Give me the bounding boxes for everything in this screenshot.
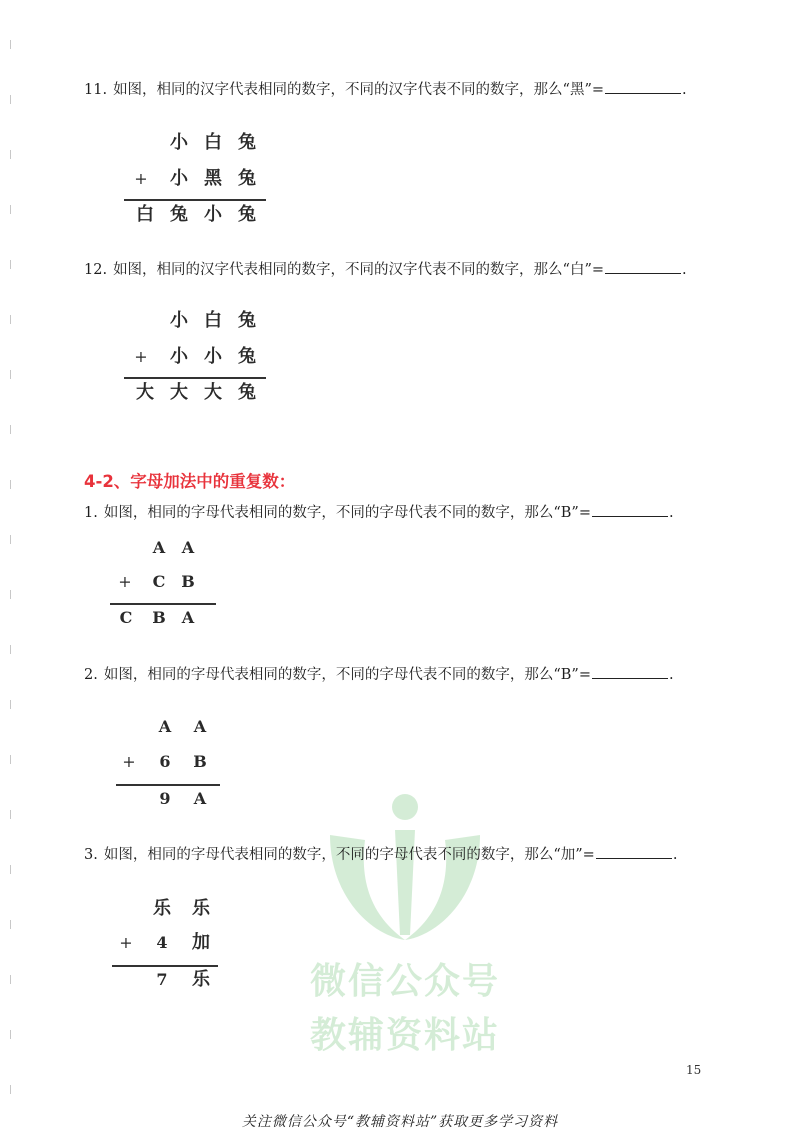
- watermark-line-1: 微信公众号: [309, 961, 500, 1002]
- row1-digit: 乐: [153, 898, 171, 919]
- sum-digit: 小: [204, 204, 222, 225]
- sum-digit: C: [119, 608, 133, 627]
- question-number: 11.: [84, 82, 108, 98]
- row2-digit: 兔: [238, 168, 256, 189]
- row2-digit: 6: [159, 752, 171, 771]
- sum-line: [124, 199, 266, 201]
- row1-digit: 兔: [238, 132, 256, 153]
- row1-digit: A: [193, 717, 207, 736]
- row1-digit: A: [158, 717, 172, 736]
- row1-digit: A: [152, 538, 166, 557]
- section-title: 4-2、字母加法中的重复数：: [84, 472, 296, 491]
- answer-blank[interactable]: [592, 503, 668, 517]
- sum-digit: 乐: [192, 969, 210, 990]
- sum-line: [112, 965, 218, 967]
- question-text: 如图，相同的字母代表相同的数字，不同的字母代表不同的数字，那么“加”=: [103, 847, 595, 863]
- question-end: .: [668, 505, 674, 521]
- row2-digit: B: [181, 572, 195, 591]
- sum-digit: B: [152, 608, 166, 627]
- row1-digit: A: [181, 538, 195, 557]
- plus-sign: +: [134, 169, 148, 188]
- question-end: .: [668, 667, 674, 683]
- answer-blank[interactable]: [596, 845, 672, 859]
- sum-digit: 9: [159, 789, 171, 808]
- sum-digit: A: [193, 789, 207, 808]
- question-text: 如图，相同的字母代表相同的数字，不同的字母代表不同的数字，那么“B”=: [103, 505, 591, 521]
- row2-digit: 加: [192, 932, 210, 953]
- question-12: [84, 260, 687, 280]
- row1-digit: 小: [170, 310, 188, 331]
- plus-sign: +: [118, 572, 132, 591]
- row2-digit: 黑: [204, 168, 222, 189]
- row2-digit: C: [152, 572, 166, 591]
- sum-digit: A: [181, 608, 195, 627]
- sum-line: [124, 377, 266, 379]
- footer-note: 关注微信公众号“教辅资料站”获取更多学习资料: [241, 1114, 559, 1130]
- watermark: [300, 785, 510, 1055]
- sum-digit: 大: [136, 382, 154, 403]
- row2-digit: 小: [204, 346, 222, 367]
- row1-digit: 白: [204, 132, 222, 153]
- sum-digit: 兔: [170, 204, 188, 225]
- question-number: 2.: [84, 667, 98, 683]
- row1-digit: 小: [170, 132, 188, 153]
- row1-digit: 乐: [192, 898, 210, 919]
- section-question-1: [84, 503, 674, 523]
- plus-sign: +: [122, 752, 136, 771]
- binding-margin: [10, 0, 14, 1131]
- question-text: 如图，相同的字母代表相同的数字，不同的字母代表不同的数字，那么“B”=: [103, 667, 591, 683]
- answer-blank[interactable]: [605, 80, 681, 94]
- row1-digit: 兔: [238, 310, 256, 331]
- question-end: .: [682, 82, 687, 98]
- question-number: 3.: [84, 847, 98, 863]
- question-number: 12.: [84, 262, 108, 278]
- question-text: 如图，相同的汉字代表相同的数字，不同的汉字代表不同的数字，那么“白”=: [113, 262, 605, 278]
- question-end: .: [672, 847, 678, 863]
- sum-line: [116, 784, 220, 786]
- sum-digit: 兔: [238, 382, 256, 403]
- answer-blank[interactable]: [592, 665, 668, 679]
- row2-digit: 小: [170, 168, 188, 189]
- question-number: 1.: [84, 505, 98, 521]
- section-question-2: [84, 665, 674, 685]
- question-11: [84, 80, 687, 100]
- row2-digit: 小: [170, 346, 188, 367]
- section-question-3: [84, 845, 677, 865]
- sum-digit: 白: [136, 204, 154, 225]
- watermark-line-2: 教辅资料站: [309, 1015, 500, 1056]
- row2-digit: 兔: [238, 346, 256, 367]
- sum-digit: 兔: [238, 204, 256, 225]
- sum-digit: 7: [156, 970, 168, 989]
- sum-digit: 大: [170, 382, 188, 403]
- row2-digit: B: [193, 752, 207, 771]
- row1-digit: 白: [204, 310, 222, 331]
- plus-sign: +: [119, 933, 133, 952]
- sum-line: [110, 603, 216, 605]
- row2-digit: 4: [156, 933, 168, 952]
- plus-sign: +: [134, 347, 148, 366]
- sum-digit: 大: [204, 382, 222, 403]
- question-end: .: [682, 262, 687, 278]
- question-text: 如图，相同的汉字代表相同的数字，不同的汉字代表不同的数字，那么“黑”=: [113, 82, 605, 98]
- watermark-logo-icon: [300, 785, 510, 945]
- answer-blank[interactable]: [605, 260, 681, 274]
- page-number: 15: [686, 1063, 702, 1077]
